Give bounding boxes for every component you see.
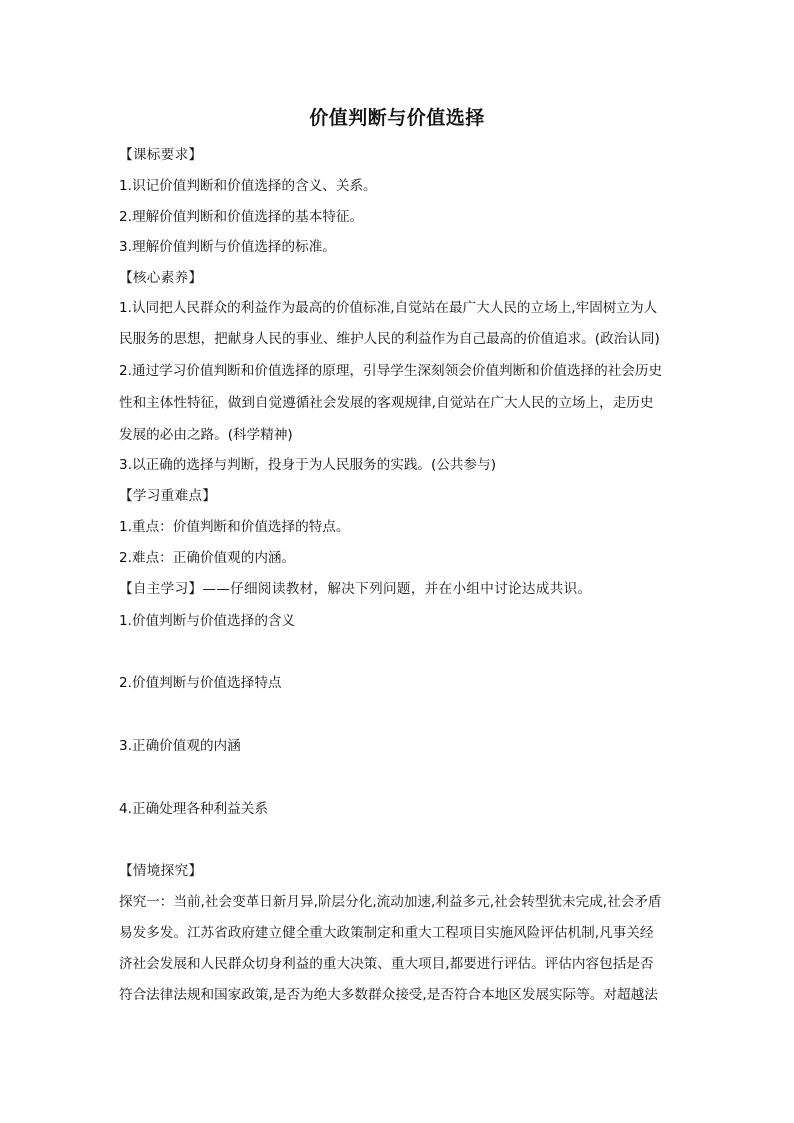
inquiry-line: 济社会发展和人民群众切身利益的重大决策、重大项目,都要进行评估。评估内容包括是否	[119, 956, 654, 972]
inquiry-line: 易发多发。江苏省政府建立健全重大政策制定和重大工程项目实施风险评估机制,凡事关经	[119, 925, 654, 941]
section-heading-curriculum: 【课标要求】	[119, 147, 203, 163]
section-heading-key-points: 【学习重难点】	[119, 488, 217, 504]
curriculum-item: 1.识记价值判断和价值选择的含义、关系。	[119, 178, 377, 194]
self-study-question: 4.正确处理各种利益关系	[119, 801, 268, 817]
core-literacy-line: 3.以正确的选择与判断，投身于为人民服务的实践。(公共参与)	[119, 457, 497, 473]
core-literacy-line: 2.通过学习价值判断和价值选择的原理，引导学生深刻领会价值判断和价值选择的社会历史	[119, 363, 663, 379]
section-heading-inquiry: 【情境探究】	[119, 863, 203, 879]
core-literacy-line: 发展的必由之路。(科学精神)	[119, 427, 293, 443]
key-point-item: 1.重点：价值判断和价值选择的特点。	[119, 519, 350, 535]
core-literacy-line: 性和主体性特征，做到自觉遵循社会发展的客观规律,自觉站在广大人民的立场上，走历史	[119, 395, 654, 411]
inquiry-line: 探究一：当前,社会变革日新月异,阶层分化,流动加速,利益多元,社会转型犹未完成,社会矛盾	[119, 894, 662, 910]
section-heading-self-study: 【自主学习】——仔细阅读教材，解决下列问题，并在小组中讨论达成共识。	[119, 581, 592, 597]
core-literacy-line: 1.认同把人民群众的利益作为最高的价值标准,自觉站在最广大人民的立场上,牢固树立为人	[119, 300, 658, 316]
curriculum-item: 3.理解价值判断与价值选择的标准。	[119, 239, 336, 255]
curriculum-item: 2.理解价值判断和价值选择的基本特征。	[119, 209, 364, 225]
section-heading-core-literacy: 【核心素养】	[119, 270, 203, 286]
inquiry-line: 符合法律法规和国家政策,是否为绝大多数群众接受,是否符合本地区发展实际等。对超越法	[119, 987, 658, 1003]
core-literacy-line: 民服务的思想，把献身人民的事业、维护人民的利益作为自己最高的价值追求。(政治认同)	[119, 331, 660, 347]
document-title: 价值判断与价值选择	[309, 107, 485, 129]
self-study-question: 1.价值判断与价值选择的含义	[119, 613, 296, 629]
key-point-item: 2.难点：正确价值观的内涵。	[119, 550, 296, 566]
self-study-question: 3.正确价值观的内涵	[119, 738, 241, 754]
self-study-question: 2.价值判断与价值选择特点	[119, 675, 282, 691]
